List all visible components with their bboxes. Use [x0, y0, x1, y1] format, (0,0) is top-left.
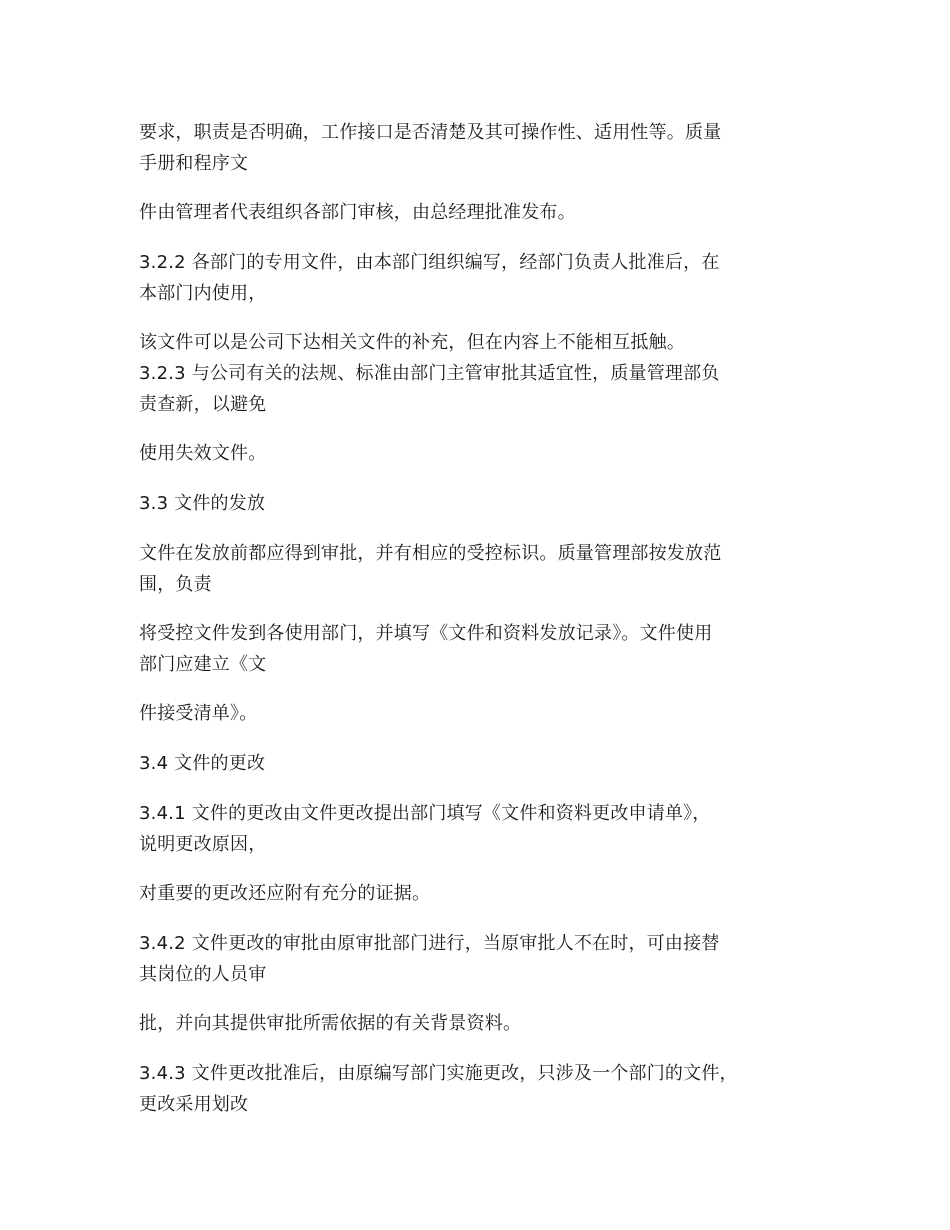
text-line: 批，并向其提供审批所需依据的有关背景资料。 — [139, 1013, 522, 1034]
text-line: 更改采用划改 — [139, 1094, 249, 1115]
text-line: 3.2.3 与公司有关的法规、标准由部门主管审批其适宜性，质量管理部负 — [139, 363, 720, 384]
text-line: 将受控文件发到各使用部门，并填写《文件和资料发放记录》。文件使用 — [139, 623, 713, 644]
paragraph — [139, 798, 829, 860]
text-line: 围，负责 — [139, 574, 212, 595]
section-heading — [139, 488, 829, 519]
text-line: 3.4.1 文件的更改由文件更改提出部门填写《文件和资料更改申请单》， — [139, 803, 711, 824]
text-line: 其岗位的人员审 — [139, 964, 267, 985]
text-line: 使用失效文件。 — [139, 443, 267, 464]
text-line: 说明更改原因， — [139, 834, 267, 855]
paragraph — [139, 438, 829, 469]
paragraph — [139, 538, 829, 600]
text-line: 部门应建立《文 — [139, 654, 267, 675]
text-line: 3.4.2 文件更改的审批由原审批部门进行，当原审批人不在时，可由接替 — [139, 933, 720, 954]
text-line: 件由管理者代表组织各部门审核，由总经理批准发布。 — [139, 202, 576, 223]
section-heading — [139, 748, 829, 779]
text-line: 3.4.3 文件更改批准后，由原编写部门实施更改，只涉及一个部门的文件， — [139, 1063, 738, 1084]
paragraph — [139, 1058, 829, 1120]
text-line: 文件在发放前都应得到审批，并有相应的受控标识。质量管理部按发放范 — [139, 543, 722, 564]
text-line: 责查新，以避免 — [139, 394, 267, 415]
paragraph — [139, 618, 829, 680]
paragraph — [139, 247, 829, 309]
text-line: 手册和程序文 — [139, 153, 249, 174]
text-line: 3.3 文件的发放 — [139, 493, 266, 514]
paragraph — [139, 878, 829, 909]
paragraph — [139, 928, 829, 990]
text-line: 本部门内使用， — [139, 283, 267, 304]
paragraph — [139, 197, 829, 228]
text-line: 对重要的更改还应附有充分的证据。 — [139, 883, 431, 904]
paragraph — [139, 698, 829, 729]
text-line: 3.2.2 各部门的专用文件，由本部门组织编写，经部门负责人批准后，在 — [139, 252, 720, 273]
paragraph — [139, 327, 829, 420]
text-line: 要求，职责是否明确，工作接口是否清楚及其可操作性、适用性等。质量 — [139, 122, 722, 143]
paragraph — [139, 117, 829, 179]
text-line: 该文件可以是公司下达相关文件的补充，但在内容上不能相互抵触。 — [139, 332, 685, 353]
paragraph — [139, 1008, 829, 1039]
text-line: 3.4 文件的更改 — [139, 753, 266, 774]
text-line: 件接受清单》。 — [139, 703, 258, 724]
